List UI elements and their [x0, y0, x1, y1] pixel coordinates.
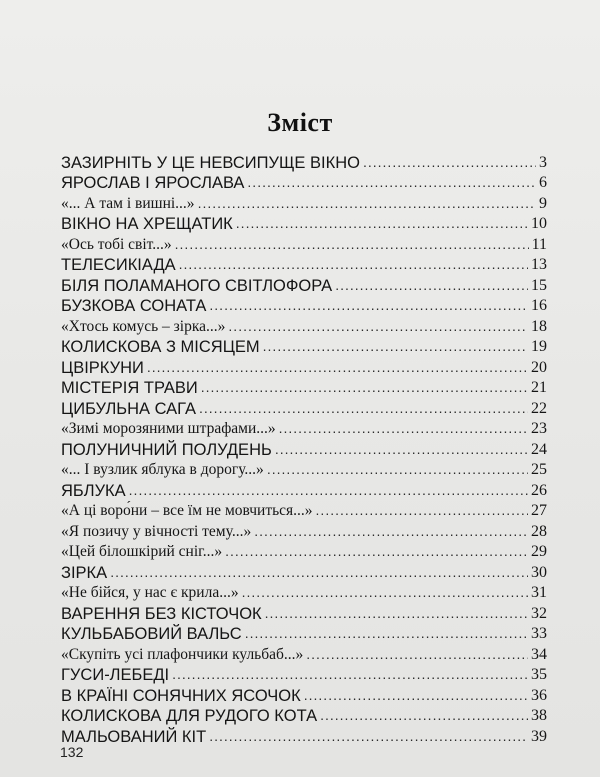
toc-entry[interactable]	[61, 337, 547, 358]
toc-entry[interactable]	[61, 193, 547, 214]
toc-entry-title: МАЛЬОВАНИЙ КІТ	[61, 727, 207, 746]
toc-leader-dots	[279, 419, 528, 437]
toc-entry[interactable]	[61, 460, 547, 481]
toc-entry-page: 38	[531, 707, 547, 725]
toc-leader-dots	[172, 665, 528, 683]
toc-entry-page: 18	[531, 317, 547, 335]
toc-leader-dots	[247, 173, 536, 191]
toc-entry-page: 13	[531, 256, 547, 274]
toc-entry-page: 35	[531, 666, 547, 684]
toc-entry[interactable]	[61, 480, 547, 501]
toc-entry[interactable]	[61, 357, 547, 378]
toc-entry-title: КОЛИСКОВА З МІСЯЦЕМ	[61, 338, 260, 357]
toc-entry-title: «А ці воро́ни – все їм не мовчиться...»	[61, 502, 313, 520]
toc-entry-title: ЦИБУЛЬНА САГА	[61, 399, 197, 418]
toc-entry-page: 11	[531, 235, 547, 253]
toc-leader-dots	[228, 317, 528, 335]
toc-entry-title: КУЛЬБАБОВИЙ ВАЛЬС	[61, 625, 242, 644]
toc-leader-dots	[110, 563, 528, 581]
toc-entry-title: ЗАЗИРНІТЬ У ЦЕ НЕВСИПУЩЕ ВІКНО	[61, 153, 360, 172]
toc-entry-page: 20	[531, 358, 547, 376]
toc-leader-dots	[236, 214, 528, 232]
toc-leader-dots	[335, 276, 528, 294]
toc-leader-dots	[320, 706, 528, 724]
toc-entry[interactable]	[61, 316, 547, 337]
toc-entry[interactable]	[61, 562, 547, 583]
toc-entry-title: ГУСИ-ЛЕБЕДІ	[61, 666, 170, 685]
toc-entry-page: 15	[531, 276, 547, 294]
toc-entry-page: 6	[539, 174, 547, 192]
toc-entry[interactable]	[61, 501, 547, 522]
toc-entry-title: ПОЛУНИЧНИЙ ПОЛУДЕНЬ	[61, 440, 272, 459]
toc-entry-page: 9	[539, 194, 547, 212]
toc-entry-title: «... І вузлик яблука в дорогу...»	[61, 461, 264, 479]
toc-entry[interactable]	[61, 378, 547, 399]
toc-entry[interactable]	[61, 255, 547, 276]
toc-entry[interactable]	[61, 521, 547, 542]
toc-entry-page: 19	[531, 338, 547, 356]
toc-entry[interactable]	[61, 419, 547, 440]
table-of-contents	[61, 152, 547, 747]
toc-entry-title: ВІКНО НА ХРЕЩАТИК	[61, 215, 233, 234]
toc-entry-title: ЯБЛУКА	[61, 481, 126, 500]
toc-entry-page: 33	[531, 625, 547, 643]
toc-entry-page: 3	[539, 153, 547, 171]
toc-entry-title: ЗІРКА	[61, 563, 108, 582]
toc-entry-title: ВАРЕННЯ БЕЗ КІСТОЧОК	[61, 604, 262, 623]
toc-leader-dots	[363, 153, 536, 171]
toc-entry-title: «Не бійся, у нас є крила...»	[61, 584, 239, 602]
toc-entry-title: МІСТЕРІЯ ТРАВИ	[61, 379, 198, 398]
toc-entry-page: 32	[531, 604, 547, 622]
toc-leader-dots	[275, 440, 528, 458]
toc-leader-dots	[263, 337, 528, 355]
toc-leader-dots	[209, 727, 528, 745]
toc-entry-page: 25	[531, 461, 547, 479]
toc-entry-page: 26	[531, 481, 547, 499]
toc-entry-page: 10	[531, 215, 547, 233]
toc-leader-dots	[306, 645, 528, 663]
toc-entry-title: «Ось тобі світ...»	[61, 235, 172, 253]
toc-entry-page: 39	[531, 727, 547, 745]
toc-entry-title: «Я позичу у вічності тему...»	[61, 522, 252, 540]
toc-entry-page: 31	[531, 584, 547, 602]
toc-entry-page: 28	[531, 522, 547, 540]
toc-leader-dots	[265, 604, 528, 622]
toc-leader-dots	[209, 296, 528, 314]
toc-entry[interactable]	[61, 542, 547, 563]
toc-entry-title: В КРАЇНІ СОНЯЧНИХ ЯСОЧОК	[61, 686, 301, 705]
toc-entry-page: 30	[531, 563, 547, 581]
toc-leader-dots	[201, 378, 528, 396]
toc-entry[interactable]	[61, 726, 547, 747]
toc-leader-dots	[175, 235, 529, 253]
toc-entry-title: «Цей білошкірий сніг...»	[61, 543, 223, 561]
toc-entry-title: ТЕЛЕСИКІАДА	[61, 256, 176, 275]
toc-entry-page: 34	[531, 645, 547, 663]
toc-entry[interactable]	[61, 234, 547, 255]
toc-entry-page: 16	[531, 297, 547, 315]
toc-entry-page: 21	[531, 379, 547, 397]
toc-entry-title: «Зимі морозяними штрафами...»	[61, 420, 276, 438]
toc-entry-title: «Скупіть усі плафончики кульбаб...»	[61, 645, 304, 663]
toc-entry[interactable]	[61, 275, 547, 296]
toc-entry-title: ЯРОСЛАВ І ЯРОСЛАВА	[61, 174, 245, 193]
toc-entry-title: ЦВІРКУНИ	[61, 358, 144, 377]
toc-entry-page: 36	[531, 686, 547, 704]
toc-leader-dots	[147, 358, 528, 376]
toc-leader-dots	[198, 194, 536, 212]
toc-entry-title: БІЛЯ ПОЛАМАНОГО СВІТЛОФОРА	[61, 276, 333, 295]
toc-leader-dots	[267, 460, 528, 478]
toc-entry[interactable]	[61, 603, 547, 624]
toc-leader-dots	[129, 481, 528, 499]
toc-entry-title: «Хтось комусь – зірка...»	[61, 317, 226, 335]
toc-entry[interactable]	[61, 173, 547, 194]
toc-leader-dots	[245, 624, 528, 642]
toc-entry-title: КОЛИСКОВА ДЛЯ РУДОГО КОТА	[61, 707, 318, 726]
toc-entry[interactable]	[61, 296, 547, 317]
toc-entry-page: 24	[531, 440, 547, 458]
toc-leader-dots	[199, 399, 528, 417]
toc-entry-page: 29	[531, 543, 547, 561]
toc-entry-title: «... А там і вишні...»	[61, 194, 195, 212]
toc-entry[interactable]	[61, 624, 547, 645]
toc-entry[interactable]	[61, 439, 547, 460]
toc-entry[interactable]	[61, 152, 547, 173]
toc-heading: Зміст	[267, 108, 333, 137]
page-number: 132	[60, 744, 84, 760]
toc-entry[interactable]	[61, 706, 547, 727]
toc-leader-dots	[254, 522, 528, 540]
toc-leader-dots	[304, 686, 528, 704]
toc-leader-dots	[316, 501, 528, 519]
toc-entry-page: 27	[531, 502, 547, 520]
toc-entry[interactable]	[61, 665, 547, 686]
toc-entry[interactable]	[61, 214, 547, 235]
toc-entry[interactable]	[61, 685, 547, 706]
toc-leader-dots	[242, 583, 528, 601]
toc-entry-page: 22	[531, 399, 547, 417]
toc-entry[interactable]	[61, 398, 547, 419]
toc-leader-dots	[179, 255, 528, 273]
toc-entry-page: 23	[531, 420, 547, 438]
toc-entry[interactable]	[61, 583, 547, 604]
toc-entry-title: БУЗКОВА СОНАТА	[61, 297, 207, 316]
toc-leader-dots	[225, 542, 528, 560]
toc-entry[interactable]	[61, 644, 547, 665]
